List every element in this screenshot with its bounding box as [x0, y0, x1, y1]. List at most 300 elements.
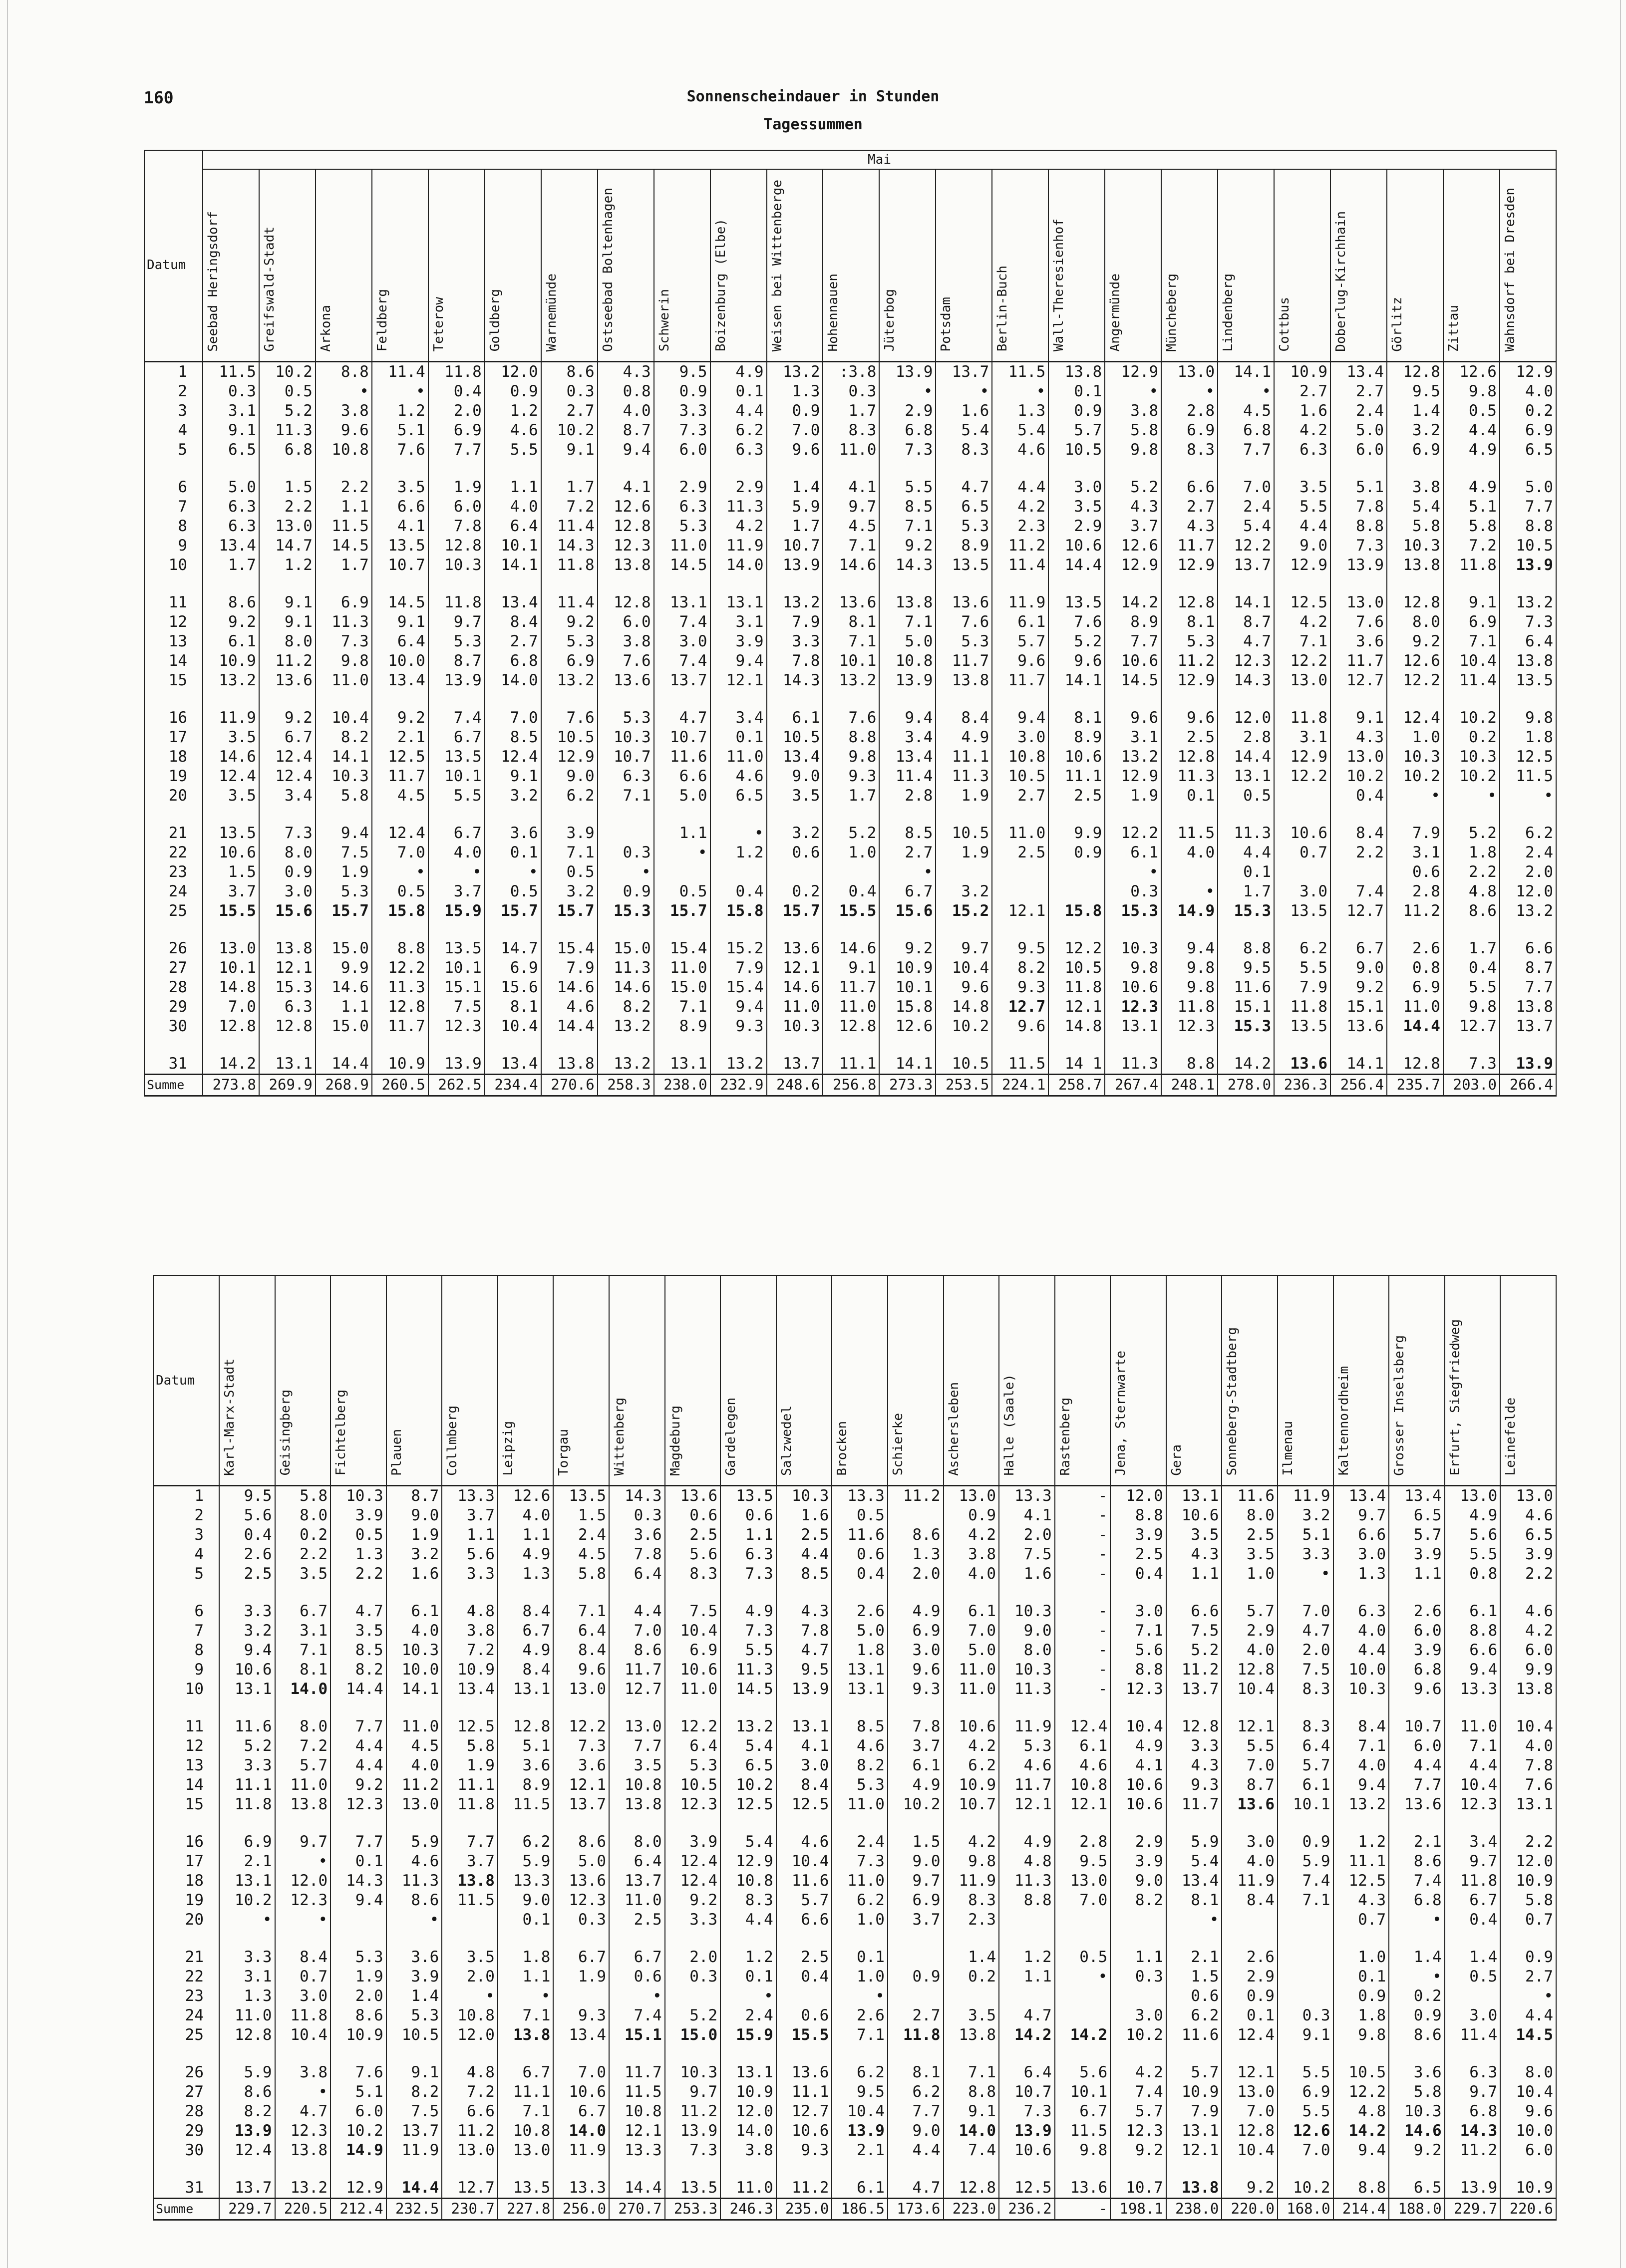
value-cell: 7.9 [710, 958, 767, 978]
value-cell: 0.3 [203, 382, 259, 401]
value-cell: 11.1 [1333, 1852, 1389, 1871]
value-cell: 9.2 [665, 1891, 721, 1910]
value-cell: 8.5 [832, 1708, 888, 1736]
day-cell: 22 [153, 1967, 219, 1986]
day-cell: 29 [153, 2121, 219, 2141]
value-cell: 7.5 [999, 1545, 1055, 1564]
value-cell [936, 862, 992, 882]
value-cell: 13.9 [428, 1045, 485, 1075]
value-cell: 6.1 [1055, 1736, 1111, 1756]
value-cell: 13.4 [485, 584, 541, 612]
station-header [944, 1276, 999, 1485]
value-cell [1048, 862, 1105, 882]
value-cell [1055, 2006, 1111, 2025]
value-cell: 9.3 [553, 2006, 609, 2025]
value-cell: 5.7 [1110, 2102, 1166, 2121]
value-cell: 12.1 [767, 958, 823, 978]
value-cell: 1.0 [823, 843, 879, 862]
value-cell: 1.0 [1387, 728, 1443, 747]
value-cell: 11.8 [1274, 997, 1330, 1017]
value-cell: 5.5 [485, 440, 541, 469]
value-cell: 12.7 [1330, 671, 1387, 699]
day-cell: 18 [144, 747, 203, 767]
day-cell: 1 [153, 1485, 219, 1506]
value-cell: 7.9 [541, 958, 598, 978]
value-cell: 11.0 [720, 2169, 776, 2199]
value-cell: 3.3 [654, 401, 710, 421]
value-cell: 5.8 [553, 1564, 609, 1593]
value-cell: 10.2 [1443, 699, 1500, 728]
value-cell [710, 862, 767, 882]
value-cell: 9.1 [1278, 2025, 1333, 2054]
station-header [609, 1276, 665, 1485]
value-cell: 13.8 [498, 2025, 554, 2054]
value-cell: 4.4 [776, 1545, 832, 1564]
value-cell: 10.3 [665, 2054, 721, 2082]
value-cell: 1.5 [203, 862, 259, 882]
day-cell: 19 [153, 1891, 219, 1910]
value-cell: 3.5 [609, 1756, 665, 1775]
value-cell: 5.6 [1445, 1525, 1501, 1545]
sum-value: 256.0 [553, 2198, 609, 2220]
value-cell [1278, 1967, 1333, 1986]
value-cell: 6.0 [1389, 1736, 1445, 1756]
value-cell: 7.6 [823, 699, 879, 728]
value-cell: 7.7 [609, 1736, 665, 1756]
value-cell: 0.6 [665, 1506, 721, 1525]
value-cell: 1.0 [1333, 1939, 1389, 1967]
value-cell: 10.9 [203, 651, 259, 671]
value-cell: 6.0 [1330, 440, 1387, 469]
value-cell: 11.0 [219, 2006, 275, 2025]
value-cell: 7.8 [767, 651, 823, 671]
value-cell: 13.0 [1055, 1871, 1111, 1891]
value-cell: 4.6 [386, 1852, 442, 1871]
value-cell: 7.1 [1333, 1736, 1389, 1756]
value-cell: 12.2 [1274, 651, 1330, 671]
value-cell: 4.4 [1389, 1756, 1445, 1775]
value-cell: 4.0 [1333, 1621, 1389, 1641]
value-cell: 14.1 [1048, 671, 1105, 699]
value-cell: 5.7 [776, 1891, 832, 1910]
value-cell: 11.8 [428, 361, 485, 382]
value-cell: 10.7 [999, 2082, 1055, 2102]
value-cell: 11.8 [1445, 1871, 1501, 1891]
value-cell: 2.1 [1389, 1823, 1445, 1852]
value-cell: 11.0 [316, 671, 372, 699]
value-cell: 9.5 [219, 1485, 275, 1506]
value-cell: 11.6 [1166, 2025, 1222, 2054]
value-cell: 0.9 [1278, 1823, 1333, 1852]
value-cell: 10.6 [1274, 815, 1330, 843]
value-cell: 8.6 [386, 1891, 442, 1910]
value-cell: 12.5 [999, 2169, 1055, 2199]
value-cell: 0.9 [598, 882, 654, 901]
value-cell: 3.6 [485, 815, 541, 843]
value-cell: 6.7 [553, 1939, 609, 1967]
value-cell: 8.4 [776, 1775, 832, 1795]
value-cell: 1.9 [1105, 786, 1161, 815]
value-cell: 5.2 [219, 1736, 275, 1756]
value-cell: 3.2 [767, 815, 823, 843]
value-cell: :3.8 [823, 361, 879, 382]
value-cell: 6.4 [372, 632, 428, 651]
station-name: Feldberg [374, 289, 390, 352]
value-cell: 6.9 [1161, 421, 1218, 440]
value-cell: 5.5 [720, 1641, 776, 1660]
value-cell: 0.5 [1055, 1939, 1111, 1967]
value-cell: 7.4 [1278, 1871, 1333, 1891]
value-cell: 5.4 [1218, 517, 1274, 536]
value-cell: 13.1 [1166, 1485, 1222, 1506]
value-cell: 14.9 [1161, 901, 1218, 930]
value-cell: • [219, 1910, 275, 1939]
value-cell: 3.3 [219, 1939, 275, 1967]
station-header [598, 169, 654, 361]
value-cell: 6.0 [1500, 1641, 1556, 1660]
table-row [153, 1593, 1556, 1621]
value-cell: 13.1 [219, 1680, 275, 1708]
value-cell: 14.1 [1218, 361, 1274, 382]
value-cell: 12.3 [553, 1891, 609, 1910]
value-cell: 11.5 [609, 2082, 665, 2102]
value-cell: 4.0 [485, 497, 541, 517]
value-cell: 13.4 [442, 1680, 498, 1708]
value-cell: 15.3 [598, 901, 654, 930]
value-cell: 12.2 [1218, 536, 1274, 556]
value-cell: 14.8 [936, 997, 992, 1017]
value-cell: 6.7 [1330, 930, 1387, 958]
value-cell: 4.7 [330, 1593, 386, 1621]
value-cell: 10.9 [879, 958, 936, 978]
value-cell [330, 1910, 386, 1939]
value-cell [442, 1910, 498, 1939]
value-cell: 2.0 [1500, 862, 1556, 882]
value-cell: 11.8 [1161, 997, 1218, 1017]
value-cell: 13.1 [1105, 1017, 1161, 1045]
value-cell: 8.8 [944, 2082, 999, 2102]
value-cell: 14.1 [316, 747, 372, 767]
value-cell: 9.1 [259, 584, 316, 612]
value-cell: 1.8 [832, 1641, 888, 1660]
value-cell: 0.7 [1333, 1910, 1389, 1939]
value-cell: 12.5 [372, 747, 428, 767]
value-cell: 11.7 [372, 767, 428, 786]
value-cell: 4.2 [944, 1525, 999, 1545]
value-cell: 9.0 [386, 1506, 442, 1525]
value-cell: 11.3 [1161, 767, 1218, 786]
value-cell: 0.6 [609, 1967, 665, 1986]
value-cell: 3.0 [1445, 2006, 1501, 2025]
value-cell: 2.9 [879, 401, 936, 421]
value-cell: 8.5 [330, 1641, 386, 1660]
value-cell: 13.1 [710, 584, 767, 612]
value-cell: 6.6 [1445, 1641, 1501, 1660]
value-cell: 12.0 [1500, 1852, 1556, 1871]
value-cell: 14.4 [316, 1045, 372, 1075]
value-cell: 10.8 [1055, 1775, 1111, 1795]
value-cell: 5.7 [275, 1756, 331, 1775]
value-cell: 11.4 [1445, 2025, 1501, 2054]
value-cell: 3.1 [219, 1967, 275, 1986]
value-cell: 8.0 [1387, 612, 1443, 632]
value-cell: 7.8 [888, 1708, 944, 1736]
value-cell: 7.2 [275, 1736, 331, 1756]
value-cell: 4.0 [598, 401, 654, 421]
value-cell: 0.3 [598, 843, 654, 862]
value-cell: 4.6 [1055, 1756, 1111, 1775]
value-cell: 4.5 [386, 1736, 442, 1756]
value-cell: 8.0 [259, 843, 316, 862]
value-cell: 7.1 [1445, 1736, 1501, 1756]
value-cell: 9.3 [888, 1680, 944, 1708]
value-cell: 3.1 [1274, 728, 1330, 747]
value-cell: 12.1 [1055, 1795, 1111, 1823]
value-cell: 12.2 [1105, 815, 1161, 843]
value-cell [944, 1986, 999, 2006]
value-cell: 4.5 [823, 517, 879, 536]
value-cell: • [1500, 786, 1556, 815]
value-cell: 12.8 [1222, 2121, 1278, 2141]
value-cell: 6.2 [832, 2054, 888, 2082]
value-cell: 0.3 [665, 1967, 721, 1986]
value-cell: 0.4 [1445, 1910, 1501, 1939]
value-cell: 13.4 [485, 1045, 541, 1075]
value-cell: 14.1 [879, 1045, 936, 1075]
value-cell: 13.7 [654, 671, 710, 699]
value-cell: 8.8 [1110, 1660, 1166, 1680]
value-cell: 0.4 [776, 1967, 832, 1986]
sum-row [144, 1074, 1556, 1096]
value-cell: 13.0 [1222, 2082, 1278, 2102]
value-cell: 13.5 [428, 747, 485, 767]
value-cell: 11.1 [936, 747, 992, 767]
value-cell: 5.5 [879, 469, 936, 497]
value-cell: 14.4 [330, 1680, 386, 1708]
value-cell [1278, 1986, 1333, 2006]
station-name: Aschersleben [946, 1382, 962, 1476]
value-cell: 12.3 [1110, 2121, 1166, 2141]
value-cell: 11.3 [936, 767, 992, 786]
value-cell: 10.6 [219, 1660, 275, 1680]
value-cell: 12.7 [609, 1680, 665, 1708]
sum-value: 248.6 [767, 1074, 823, 1096]
sum-value: 269.9 [259, 1074, 316, 1096]
value-cell: 13.2 [1500, 584, 1556, 612]
value-cell: 8.4 [275, 1939, 331, 1967]
value-cell: 9.8 [1161, 978, 1218, 997]
value-cell: 9.8 [1443, 382, 1500, 401]
value-cell: 13.8 [275, 1795, 331, 1823]
value-cell: 9.4 [710, 651, 767, 671]
value-cell: 11.0 [665, 1680, 721, 1708]
value-cell: 5.3 [665, 1756, 721, 1775]
value-cell: 0.9 [888, 1967, 944, 1986]
table-row [144, 747, 1556, 767]
value-cell: 7.0 [1222, 2102, 1278, 2121]
value-cell: 4.6 [832, 1736, 888, 1756]
value-cell: 6.4 [665, 1736, 721, 1756]
station-header [1387, 169, 1443, 361]
value-cell: 8.0 [1500, 2054, 1556, 2082]
value-cell: 10.7 [598, 747, 654, 767]
value-cell: • [372, 862, 428, 882]
value-cell: 5.8 [1105, 421, 1161, 440]
value-cell: 2.8 [1055, 1823, 1111, 1852]
value-cell: 15.6 [485, 978, 541, 997]
value-cell: 1.2 [485, 401, 541, 421]
value-cell: 15.8 [710, 901, 767, 930]
value-cell: 5.3 [598, 699, 654, 728]
value-cell: 3.2 [936, 882, 992, 901]
value-cell: 6.0 [330, 2102, 386, 2121]
value-cell: 3.1 [275, 1621, 331, 1641]
value-cell: - [1055, 1506, 1111, 1525]
value-cell: 4.6 [1500, 1593, 1556, 1621]
value-cell: 13.9 [1445, 2169, 1501, 2199]
value-cell: 10.1 [428, 958, 485, 978]
value-cell: 0.1 [485, 843, 541, 862]
value-cell: 2.2 [259, 497, 316, 517]
value-cell: 10.2 [936, 1017, 992, 1045]
value-cell: 10.5 [1500, 536, 1556, 556]
day-cell: 23 [153, 1986, 219, 2006]
table-row [144, 671, 1556, 699]
sum-value: 188.0 [1389, 2198, 1445, 2220]
sum-value: 230.7 [442, 2198, 498, 2220]
value-cell: 11.0 [992, 815, 1048, 843]
value-cell: 3.2 [485, 786, 541, 815]
station-name: Warnemünde [544, 273, 559, 352]
value-cell: 15.1 [1218, 997, 1274, 1017]
value-cell: 4.6 [541, 997, 598, 1017]
value-cell: 2.0 [428, 401, 485, 421]
value-cell: 11.3 [1105, 1045, 1161, 1075]
value-cell: 1.4 [1389, 1939, 1445, 1967]
value-cell: 9.2 [259, 699, 316, 728]
value-cell: 12.2 [1387, 671, 1443, 699]
value-cell: 6.7 [1055, 2102, 1111, 2121]
value-cell: 8.3 [944, 1891, 999, 1910]
value-cell: 4.3 [598, 361, 654, 382]
value-cell: 9.0 [498, 1891, 554, 1910]
value-cell: 11.0 [710, 747, 767, 767]
value-cell: 7.7 [442, 1823, 498, 1852]
value-cell: 4.4 [330, 1736, 386, 1756]
value-cell: 1.3 [330, 1545, 386, 1564]
value-cell: 0.6 [767, 843, 823, 862]
value-cell: 4.1 [999, 1506, 1055, 1525]
value-cell: 0.9 [259, 862, 316, 882]
value-cell: 0.1 [1333, 1967, 1389, 1986]
value-cell: • [316, 382, 372, 401]
value-cell: 0.1 [710, 382, 767, 401]
value-cell: 6.3 [259, 997, 316, 1017]
value-cell: 2.2 [275, 1545, 331, 1564]
value-cell: 7.5 [428, 997, 485, 1017]
table-row [144, 901, 1556, 930]
value-cell: 9.2 [203, 612, 259, 632]
value-cell: 6.6 [776, 1910, 832, 1939]
value-cell: 3.6 [1389, 2054, 1445, 2082]
value-cell: 12.2 [1048, 930, 1105, 958]
value-cell: 7.1 [823, 536, 879, 556]
value-cell: • [275, 2082, 331, 2102]
value-cell: 5.3 [316, 882, 372, 901]
value-cell: 6.4 [609, 1564, 665, 1593]
value-cell: 10.3 [428, 556, 485, 584]
value-cell: 6.1 [1445, 1593, 1501, 1621]
sum-value: 266.4 [1500, 1074, 1556, 1096]
value-cell: 11.9 [1222, 1871, 1278, 1891]
value-cell: 15.7 [316, 901, 372, 930]
value-cell: 10.5 [936, 1045, 992, 1075]
value-cell: 7.2 [541, 497, 598, 517]
value-cell: 12.8 [203, 1017, 259, 1045]
value-cell: 2.2 [316, 469, 372, 497]
value-cell: 11.9 [386, 2141, 442, 2169]
value-cell: 11.0 [654, 958, 710, 978]
value-cell: 10.3 [1443, 747, 1500, 767]
value-cell: 0.4 [823, 882, 879, 901]
day-cell: 17 [144, 728, 203, 747]
value-cell: 11.0 [654, 536, 710, 556]
value-cell: 0.1 [832, 1939, 888, 1967]
day-cell: 3 [153, 1525, 219, 1545]
value-cell: 8.6 [203, 584, 259, 612]
value-cell: 12.9 [1274, 556, 1330, 584]
value-cell: 8.9 [1048, 728, 1105, 747]
station-name: Angermünde [1108, 273, 1123, 352]
value-cell: 10.6 [1048, 536, 1105, 556]
value-cell: 1.2 [259, 556, 316, 584]
value-cell: 9.7 [823, 497, 879, 517]
value-cell: 7.0 [372, 843, 428, 862]
sum-value: 168.0 [1278, 2198, 1333, 2220]
value-cell: 11.7 [823, 978, 879, 997]
value-cell: 9.3 [823, 767, 879, 786]
value-cell: 15.1 [428, 978, 485, 997]
value-cell [1110, 1986, 1166, 2006]
sum-value: 232.9 [710, 1074, 767, 1096]
value-cell: 7.6 [936, 612, 992, 632]
value-cell: 13.0 [609, 1708, 665, 1736]
value-cell: 5.8 [1443, 517, 1500, 536]
value-cell: 12.1 [1222, 2054, 1278, 2082]
value-cell: 2.1 [1166, 1939, 1222, 1967]
value-cell: 13.8 [936, 671, 992, 699]
value-cell: 13.7 [1166, 1680, 1222, 1708]
value-cell: 2.6 [1389, 1593, 1445, 1621]
value-cell: 0.5 [654, 882, 710, 901]
value-cell: 0.9 [1389, 2006, 1445, 2025]
value-cell: 7.2 [442, 1641, 498, 1660]
value-cell: 1.6 [386, 1564, 442, 1593]
value-cell: 11.5 [498, 1795, 554, 1823]
value-cell: 12.7 [1330, 901, 1387, 930]
value-cell: 4.0 [1500, 1736, 1556, 1756]
day-cell: 20 [144, 786, 203, 815]
table-row [144, 584, 1556, 612]
value-cell: 1.0 [1222, 1564, 1278, 1593]
value-cell: 12.7 [776, 2102, 832, 2121]
value-cell: 10.9 [1500, 2169, 1556, 2199]
value-cell: 1.9 [936, 786, 992, 815]
value-cell: 4.6 [776, 1823, 832, 1852]
value-cell: 6.3 [654, 497, 710, 517]
value-cell: 9.6 [1500, 2102, 1556, 2121]
station-name: Zittau [1446, 304, 1461, 352]
